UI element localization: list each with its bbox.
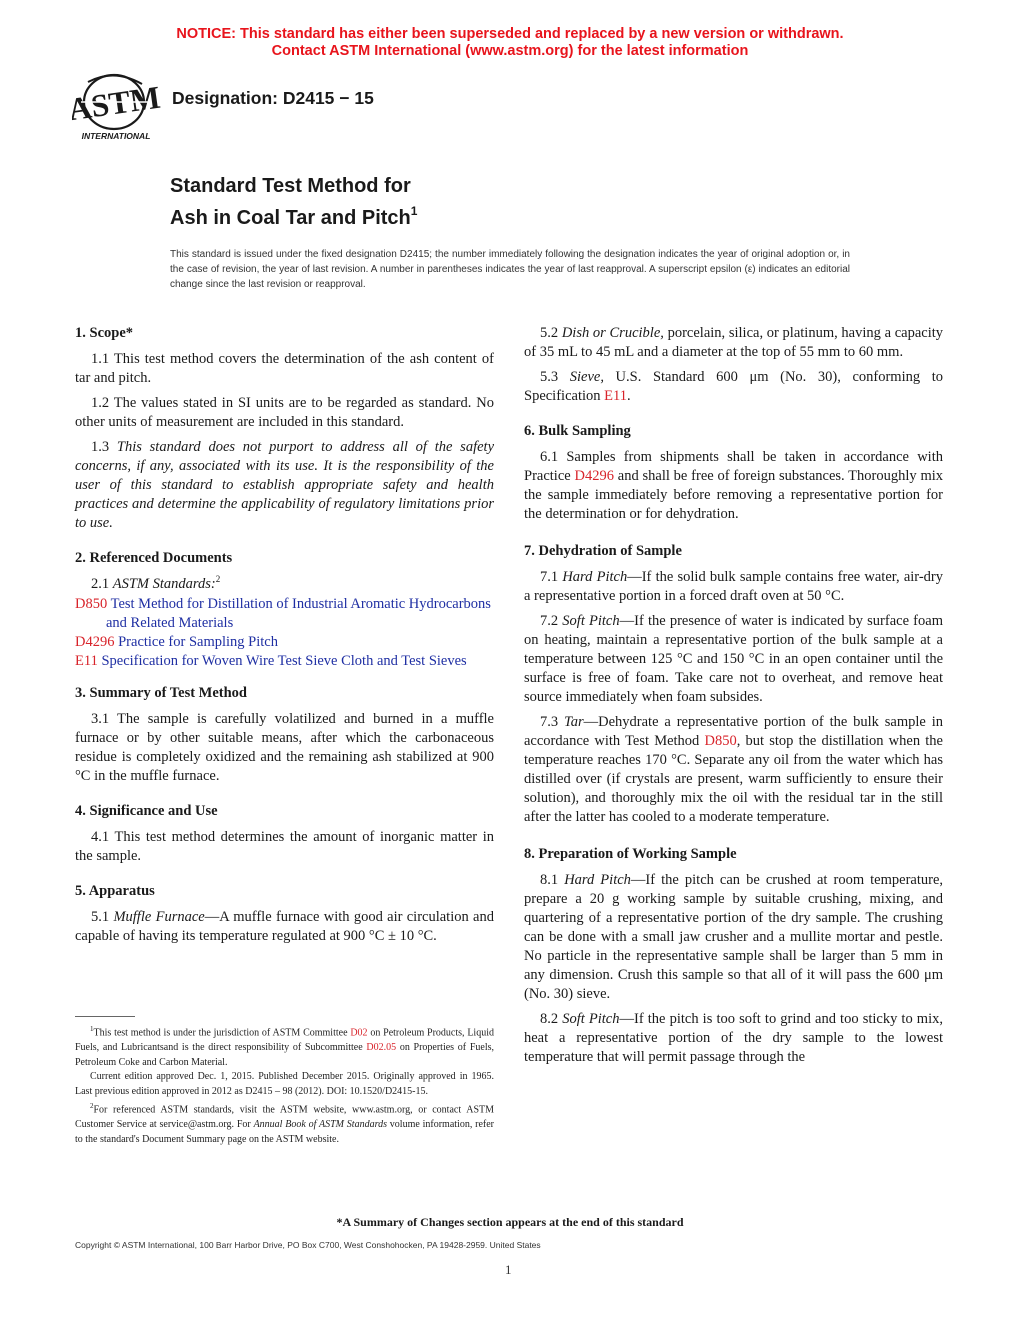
section-heading-preparation: 8. Preparation of Working Sample xyxy=(524,846,737,862)
title-line-2: Ash in Coal Tar and Pitch$^1$ xyxy=(170,204,418,229)
para-4-1: 4.1 This test method determines the amount of inorganic matter in the sample. xyxy=(75,829,494,864)
svg-text:ASTM: ASTM xyxy=(72,78,163,128)
para-1-1: 1.1 This test method covers the determination of the ash content of tar and pitch. xyxy=(75,351,494,386)
para-3-1: 3.1 The sample is carefully volatilized and burned in a muffle furnace or by other suitable means, after which the carbonaceous residue is completely oxidized and the remaining ash stabilized at 900 °C in the muffle furnace. xyxy=(75,711,494,784)
section-heading-apparatus: 5. Apparatus xyxy=(75,883,155,899)
title-line-1: Standard Test Method for xyxy=(170,175,411,197)
para-5-1: 5.1 Muffle Furnace—A muffle furnace with good air circulation and capable of having its temperature regulated at 900 °C ± 10 °C. xyxy=(75,909,494,944)
section-heading-significance: 4. Significance and Use xyxy=(75,803,218,819)
para-1-2: 1.2 The values stated in SI units are to be regarded as standard. No other units of measurement are included in this standard. xyxy=(75,395,494,430)
para-5-3: 5.3 Sieve, U.S. Standard 600 μm (No. 30), conforming to Specification E11. xyxy=(524,369,943,404)
section-heading-summary: 3. Summary of Test Method xyxy=(75,685,247,701)
para-5-2: 5.2 Dish or Crucible, porcelain, silica, or platinum, having a capacity of 35 mL to 45 mL and a diameter at the top of 55 mm to 60 mm. xyxy=(524,325,944,360)
designation: Designation: D2415 − 15 xyxy=(172,88,374,108)
ref-d4296[interactable]: D4296 Practice for Sampling Pitch xyxy=(75,634,278,650)
footnote-2: $^2$For referenced ASTM standards, visit the ASTM website, www.astm.org, or contact ASTM Customer Service at service@astm.org. For Annual Book of ASTM Standards volume information, refer to the standard's Document Summary page on the ASTM website. xyxy=(75,1102,494,1145)
link-d02-05[interactable]: D02.05 xyxy=(366,1041,397,1053)
left-column xyxy=(75,324,494,952)
link-d02[interactable]: D02 xyxy=(350,1027,368,1039)
para-8-1: 8.1 Hard Pitch—If the pitch can be crushed at room temperature, prepare a 20 g working sample by suitable crushing, mixing, and quartering of a representative portion of the dry sample. The crushing can be done with a small jaw crusher and a mullite mortar and pestle. No particle in the representative sample shall be larger than 5 mm in any dimension. Crush this sample so that all of it will pass the 600 μm (No. 30) sieve. xyxy=(524,872,944,1002)
footnote-1-edition: Current edition approved Dec. 1, 2015. Published December 2015. Originally approved in 1965. Last previous edition approved in 2012 as D2415 – 98 (2012). DOI: 10.1520/D2415-15. xyxy=(75,1071,494,1097)
page-number: 1 xyxy=(505,1262,512,1277)
logo-text: INTERNATIONAL xyxy=(81,131,151,141)
astm-logo-icon xyxy=(72,72,164,142)
footnote-1: $^1$This test method is under the jurisdiction of ASTM Committee D02 on Petroleum Products, Liquid Fuels, and Lubricantsand is the direct responsibility of Subcommittee D02.05 on Properties of Fuels, Petroleum Coke and Carbon Material. xyxy=(75,1025,494,1068)
summary-of-changes-note: *A Summary of Changes section appears at the end of this standard xyxy=(336,1215,684,1229)
link-e11[interactable]: E11 xyxy=(604,388,627,404)
section-heading-dehydration: 7. Dehydration of Sample xyxy=(524,543,682,559)
para-7-3: 7.3 Tar—Dehydrate a representative portion of the bulk sample in accordance with Test Method D850, but stop the distillation when the temperature reaches 170 °C. Separate any oil from the water which has distilled over (if crystals are present, warm sufficiently to ensure their solution), and thoroughly mix the oil with the residual tar in the still after the latter has cooled to a moderate temperature. xyxy=(524,714,944,825)
para-6-1: 6.1 Samples from shipments shall be taken in accordance with Practice D4296 and shall be free of foreign substances. Thoroughly mix the sample immediately before removing a representative portion for the determination or for dehydration. xyxy=(524,449,943,522)
para-8-2: 8.2 Soft Pitch—If the pitch is too soft to grind and too sticky to mix, heat a representative portion of the dry sample to the lowest temperature that will permit passage through the xyxy=(524,1011,943,1065)
para-7-1: 7.1 Hard Pitch—If the solid bulk sample contains free water, air-dry a representative portion in a forced draft oven at 50 °C. xyxy=(524,569,943,604)
notice-line-1: NOTICE: This standard has either been superseded and replaced by a new version or withdrawn. xyxy=(176,26,844,42)
section-heading-scope: 1. Scope* xyxy=(75,325,133,341)
para-7-2: 7.2 Soft Pitch—If the presence of water is indicated by surface foam on heating, maintain a representative portion of the bulk sample at a temperature between 125 °C and 150 °C in an open container until the surface is free of foam. Take care not to overheat, and remove heat source immediately when foam subsides. xyxy=(524,613,943,705)
link-d4296[interactable]: D4296 xyxy=(574,468,614,484)
ref-e11[interactable]: E11 Specification for Woven Wire Test Sieve Cloth and Test Sieves xyxy=(75,653,467,669)
para-2-1: 2.1 ASTM Standards:$^2$ xyxy=(91,574,221,592)
section-heading-bulk-sampling: 6. Bulk Sampling xyxy=(524,423,631,439)
para-1-3: 1.3 This standard does not purport to address all of the safety concerns, if any, associated with its use. It is the responsibility of the user of this standard to establish appropriate safety and health practices and determine the applicability of regulatory limitations prior to use. xyxy=(75,439,495,531)
copyright: Copyright © ASTM International, 100 Barr Harbor Drive, PO Box C700, West Conshohocken, PA 19428-2959. United States xyxy=(75,1240,541,1250)
preamble: This standard is issued under the fixed designation D2415; the number immediately following the designation indicates the year of original adoption or, in the case of revision, the year of last revision. A number in parentheses indicates the year of last reapproval. A superscript epsilon (ε) indicates an editorial change since the last revision or reapproval. xyxy=(170,249,850,290)
document-title xyxy=(170,174,417,231)
link-d850[interactable]: D850 xyxy=(704,733,737,749)
notice-line-2: Contact ASTM International (www.astm.org) for the latest information xyxy=(271,43,749,59)
ref-d850[interactable]: D850 Test Method for Distillation of Industrial Aromatic Hydrocarbons and Related Materials xyxy=(75,596,491,631)
footnotes xyxy=(75,1022,494,1147)
section-heading-referenced-documents: 2. Referenced Documents xyxy=(75,550,233,566)
right-column xyxy=(524,324,943,1073)
notice-banner xyxy=(0,26,1020,60)
